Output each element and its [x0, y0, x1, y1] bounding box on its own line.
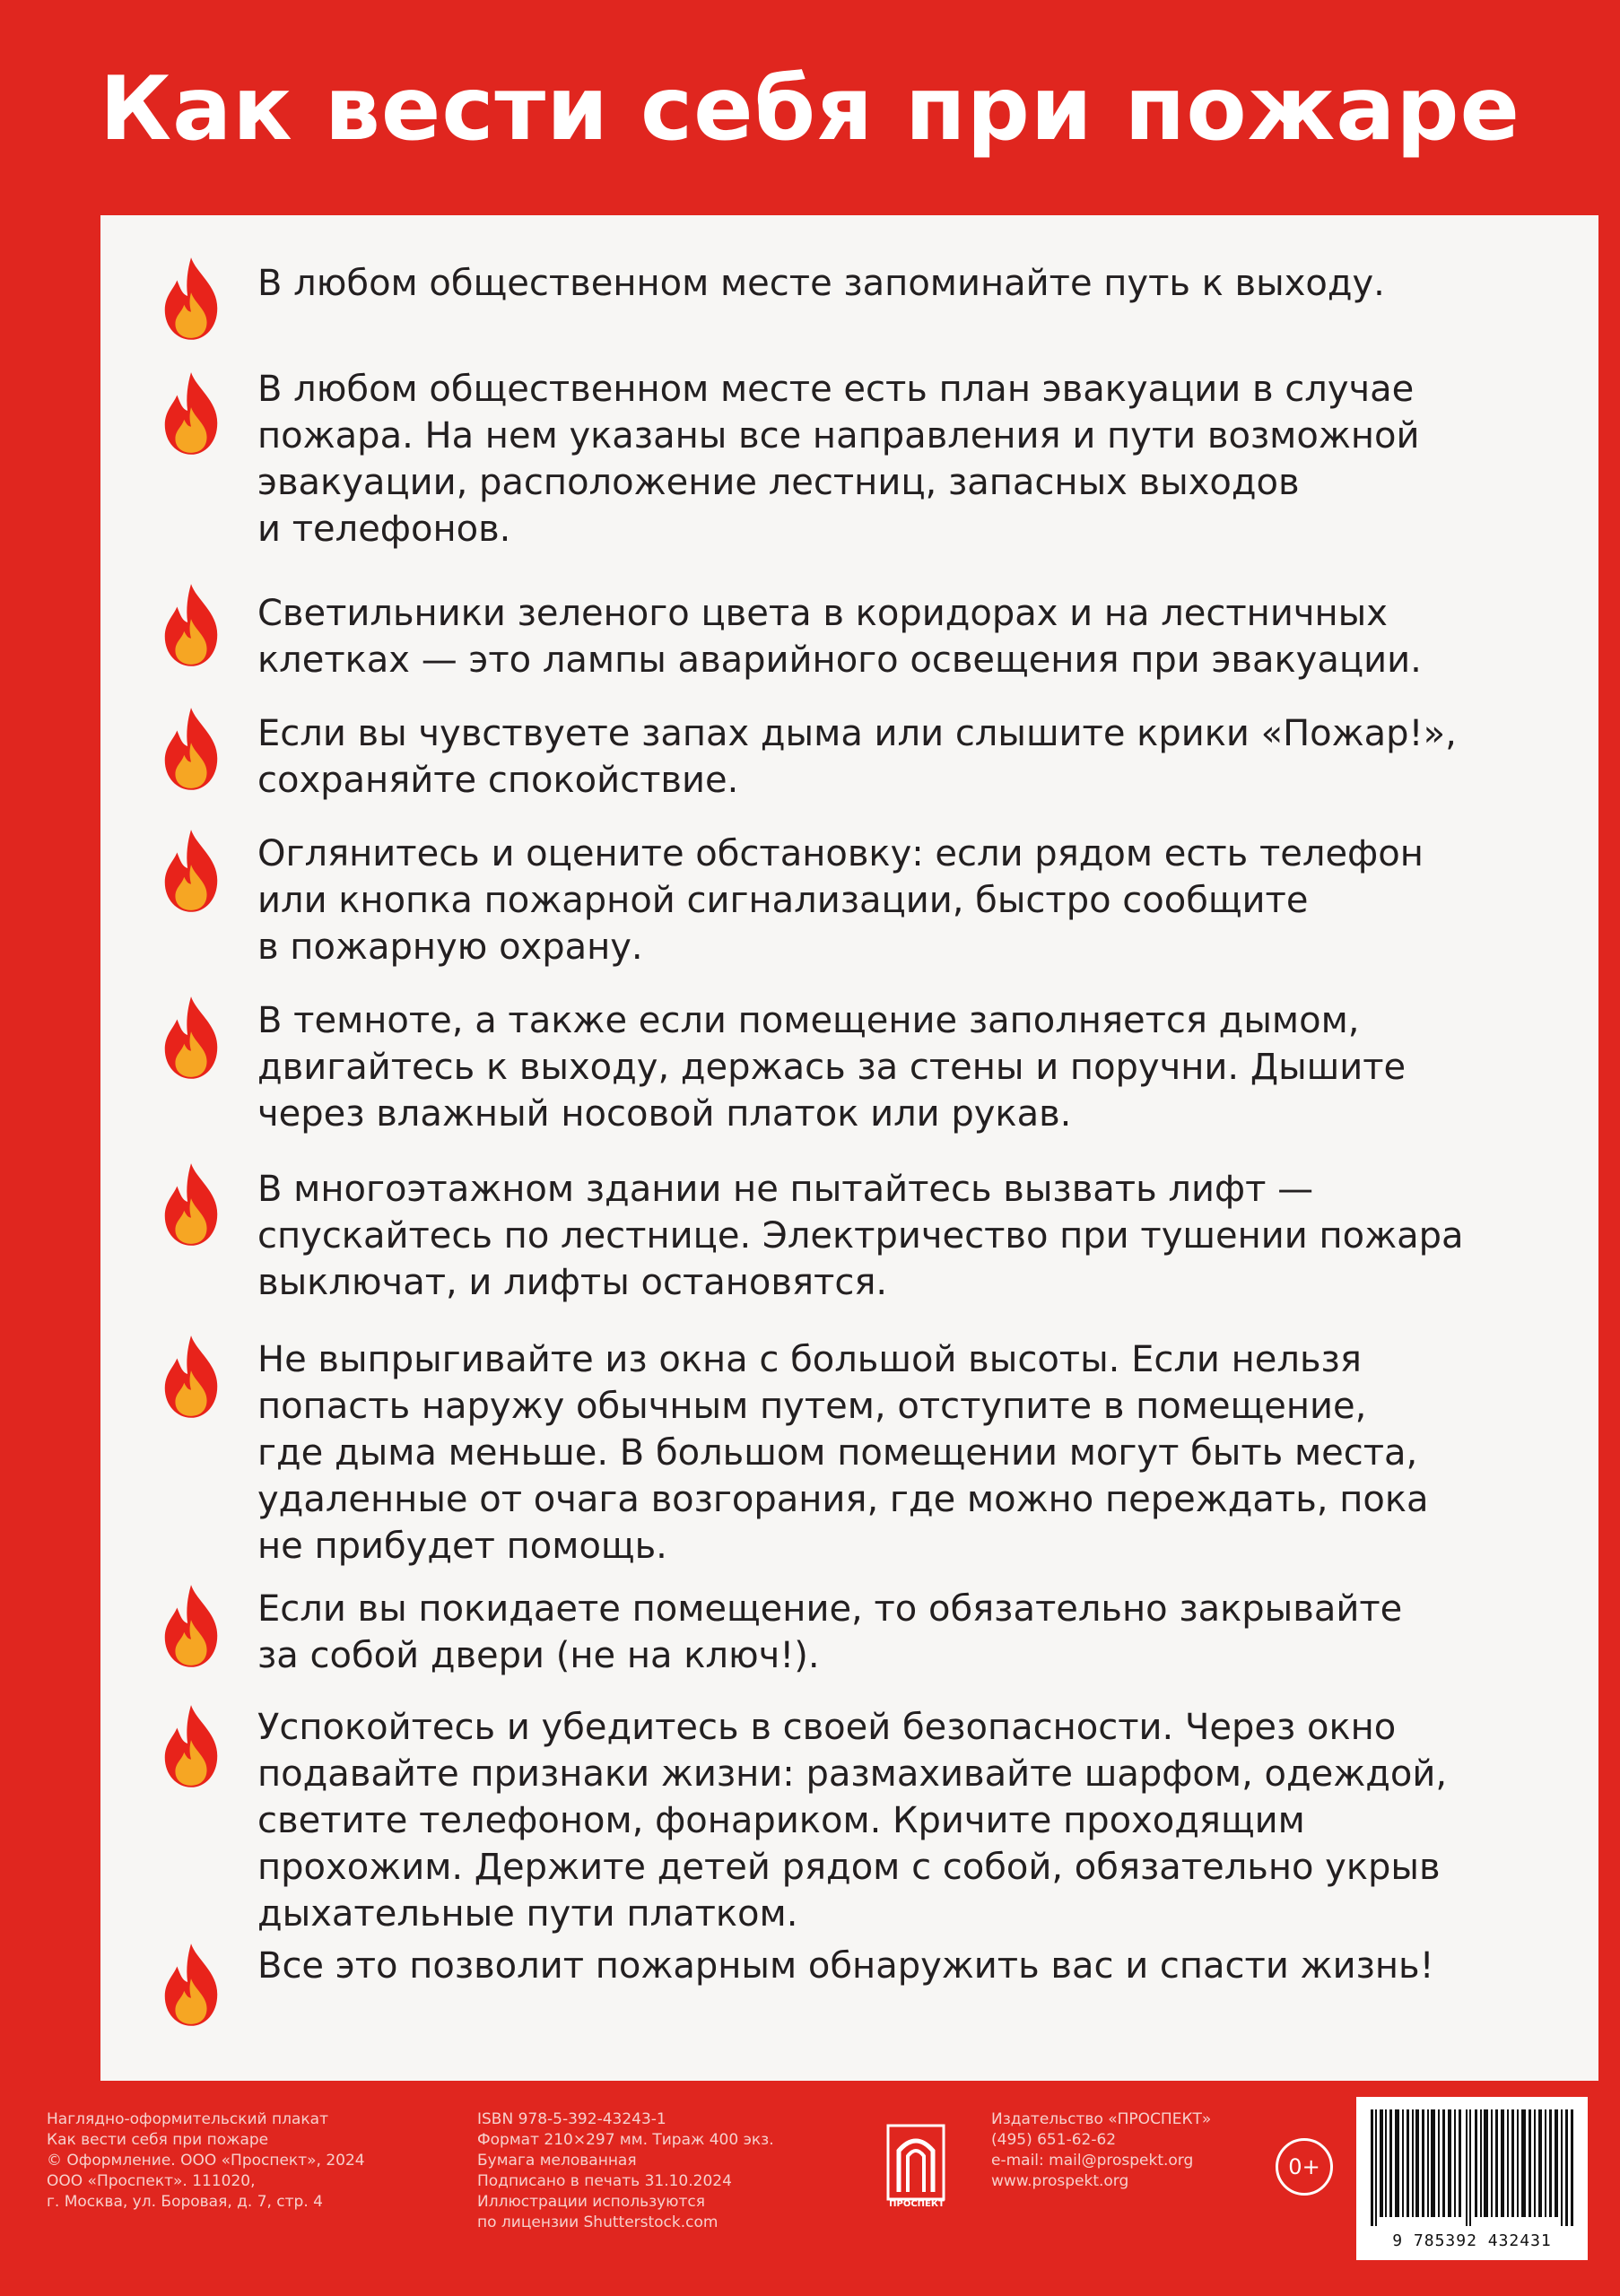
footer-publication-info: ISBN 978-5-392-43243-1 Формат 210×297 мм. Тираж 400 экз. Бумага мелованная Подписано в печать 31.10.2024 Иллюстрации используются по лицензии Shutterstock.com [477, 2110, 774, 2231]
flame-icon [156, 253, 226, 343]
flame-icon [156, 1580, 226, 1670]
barcode-number: 9 785392 432431 [1392, 2231, 1552, 2250]
flame-icon [156, 703, 226, 793]
flame-icon [156, 1159, 226, 1248]
barcode-bars [1371, 2109, 1573, 2226]
flame-icon [156, 1939, 226, 2029]
barcode [1356, 2097, 1588, 2260]
tip-text: В любом общественном месте есть план эвакуации в случае пожара. На нем указаны все направления и пути возможной эвакуации, расположение лестниц, запасных выходов и телефонов. [257, 369, 1420, 550]
age-rating-badge: 0+ [1276, 2138, 1333, 2196]
flame-icon [156, 368, 226, 457]
publisher-logo-icon [886, 2124, 945, 2201]
tip-text: Светильники зеленого цвета в коридорах и на лестничных клетках — это лампы аварийного освещения при эвакуации. [257, 593, 1422, 681]
publisher-logo-label: ПРОСПЕКТ [889, 2199, 945, 2209]
tip-text: Все это позволит пожарным обнаружить вас и спасти жизнь! [257, 1945, 1434, 1987]
flame-icon [156, 992, 226, 1082]
flame-icon [156, 1700, 226, 1790]
tip-text: Оглянитесь и оцените обстановку: если рядом есть телефон или кнопка пожарной сигнализации, быстро сообщите в пожарную охрану. [257, 833, 1424, 968]
footer-contact-info: Издательство «ПРОСПЕКТ» (495) 651-62-62 e-mail: mail@prospekt.org www.prospekt.org [991, 2110, 1212, 2190]
tip-text: В любом общественном месте запоминайте путь к выходу. [257, 263, 1385, 304]
tip-text: В многоэтажном здании не пытайтесь вызвать лифт — спускайтесь по лестнице. Электричество при тушении пожара выключат, и лифты остановятся. [257, 1169, 1464, 1303]
tip-text: Если вы чувствуете запах дыма или слышите крики «Пожар!», сохраняйте спокойствие. [257, 713, 1457, 801]
footer-legal-info: Наглядно-оформительский плакат Как вести себя при пожаре © Оформление. ООО «Проспект», 2024 ООО «Проспект». 111020, г. Москва, ул. Боровая, д. 7, стр. 4 [47, 2110, 365, 2211]
tips-panel [100, 215, 1598, 2081]
tip-text: Если вы покидаете помещение, то обязательно закрывайте за собой двери (не на ключ!). [257, 1588, 1403, 1676]
flame-icon [156, 579, 226, 669]
tip-text: В темноте, а также если помещение заполняется дымом, двигайтесь к выходу, держась за стены и поручни. Дышите через влажный носовой платок или рукав. [257, 1000, 1407, 1135]
tip-text: Успокойтесь и убедитесь в своей безопасности. Через окно подавайте признаки жизни: размахивайте шарфом, одеждой, светите телефоном, фонариком. Кричите проходящим прохожим. Держите детей рядом с собой, обязательно укрыв дыхательные пути платком. [257, 1707, 1448, 1935]
flame-icon [156, 825, 226, 915]
poster-title: Как вести себя при пожаре [99, 58, 1520, 161]
tip-text: Не выпрыгивайте из окна с большой высоты. Если нельзя попасть наружу обычным путем, отступите в помещение, где дыма меньше. В большом помещении могут быть места, удаленные от очага возгорания, где можно переждать, пока не прибудет помощь. [257, 1339, 1429, 1567]
flame-icon [156, 1331, 226, 1421]
